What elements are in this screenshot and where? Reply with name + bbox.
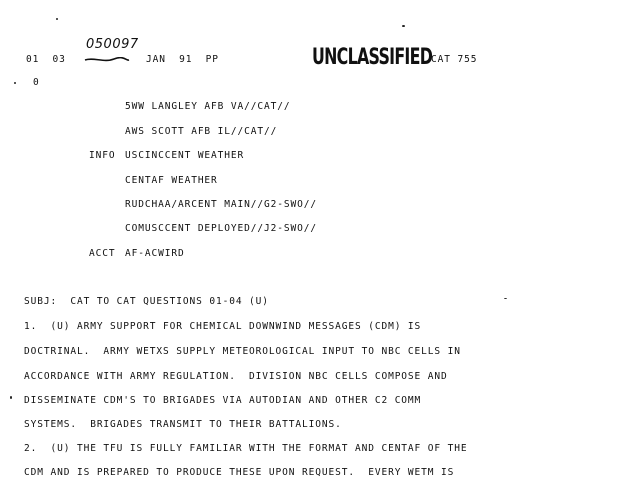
addressee-line: RUDCHAA/ARCENT MAIN//G2-SWO// (125, 199, 317, 210)
body-line: 1. (U) ARMY SUPPORT FOR CHEMICAL DOWNWIND MESSAGES (CDM) IS (24, 321, 422, 332)
scan-speck (10, 396, 12, 399)
subject-line: SUBJ: CAT TO CAT QUESTIONS 01-04 (U) (24, 296, 269, 307)
handwritten-dtg: 050097 (86, 37, 139, 52)
body-line: SYSTEMS. BRIGADES TRANSMIT TO THEIR BATTALIONS. (24, 419, 342, 430)
body-line: ACCORDANCE WITH ARMY REGULATION. DIVISION NBC CELLS COMPOSE AND (24, 371, 448, 382)
addressee-prefix-info: INFO (89, 150, 116, 161)
addressee-prefix-acct: ACCT (89, 248, 116, 259)
addressee-line: USCINCCENT WEATHER (125, 150, 245, 161)
body-line: DOCTRINAL. ARMY WETXS SUPPLY METEOROLOGICAL INPUT TO NBC CELLS IN (24, 346, 461, 357)
scan-speck (14, 82, 16, 84)
addressee-line: COMUSCCENT DEPLOYED//J2-SWO// (125, 223, 317, 234)
header-zero-mark: 0 (33, 77, 40, 88)
strikethrough-mark (84, 57, 130, 63)
scan-speck (504, 298, 507, 299)
scan-speck (56, 18, 58, 20)
addressee-line: 5WW LANGLEY AFB VA//CAT// (125, 101, 291, 112)
header-line-number: 01 03 (26, 54, 66, 65)
body-line: DISSEMINATE CDM'S TO BRIGADES VIA AUTODIAN AND OTHER C2 COMM (24, 395, 422, 406)
cat-reference: CAT 755 (431, 54, 478, 65)
addressee-line: AWS SCOTT AFB IL//CAT// (125, 126, 278, 137)
classification-stamp: UNCLASSIFIED (312, 45, 433, 70)
header-date-precedence: JAN 91 PP (146, 54, 219, 65)
scan-speck (402, 25, 405, 27)
body-line: 2. (U) THE TFU IS FULLY FAMILIAR WITH THE FORMAT AND CENTAF OF THE (24, 443, 468, 454)
addressee-line: AF-ACWIRD (125, 248, 185, 259)
body-line: CDM AND IS PREPARED TO PRODUCE THESE UPON REQUEST. EVERY WETM IS (24, 467, 455, 478)
addressee-line: CENTAF WEATHER (125, 175, 218, 186)
